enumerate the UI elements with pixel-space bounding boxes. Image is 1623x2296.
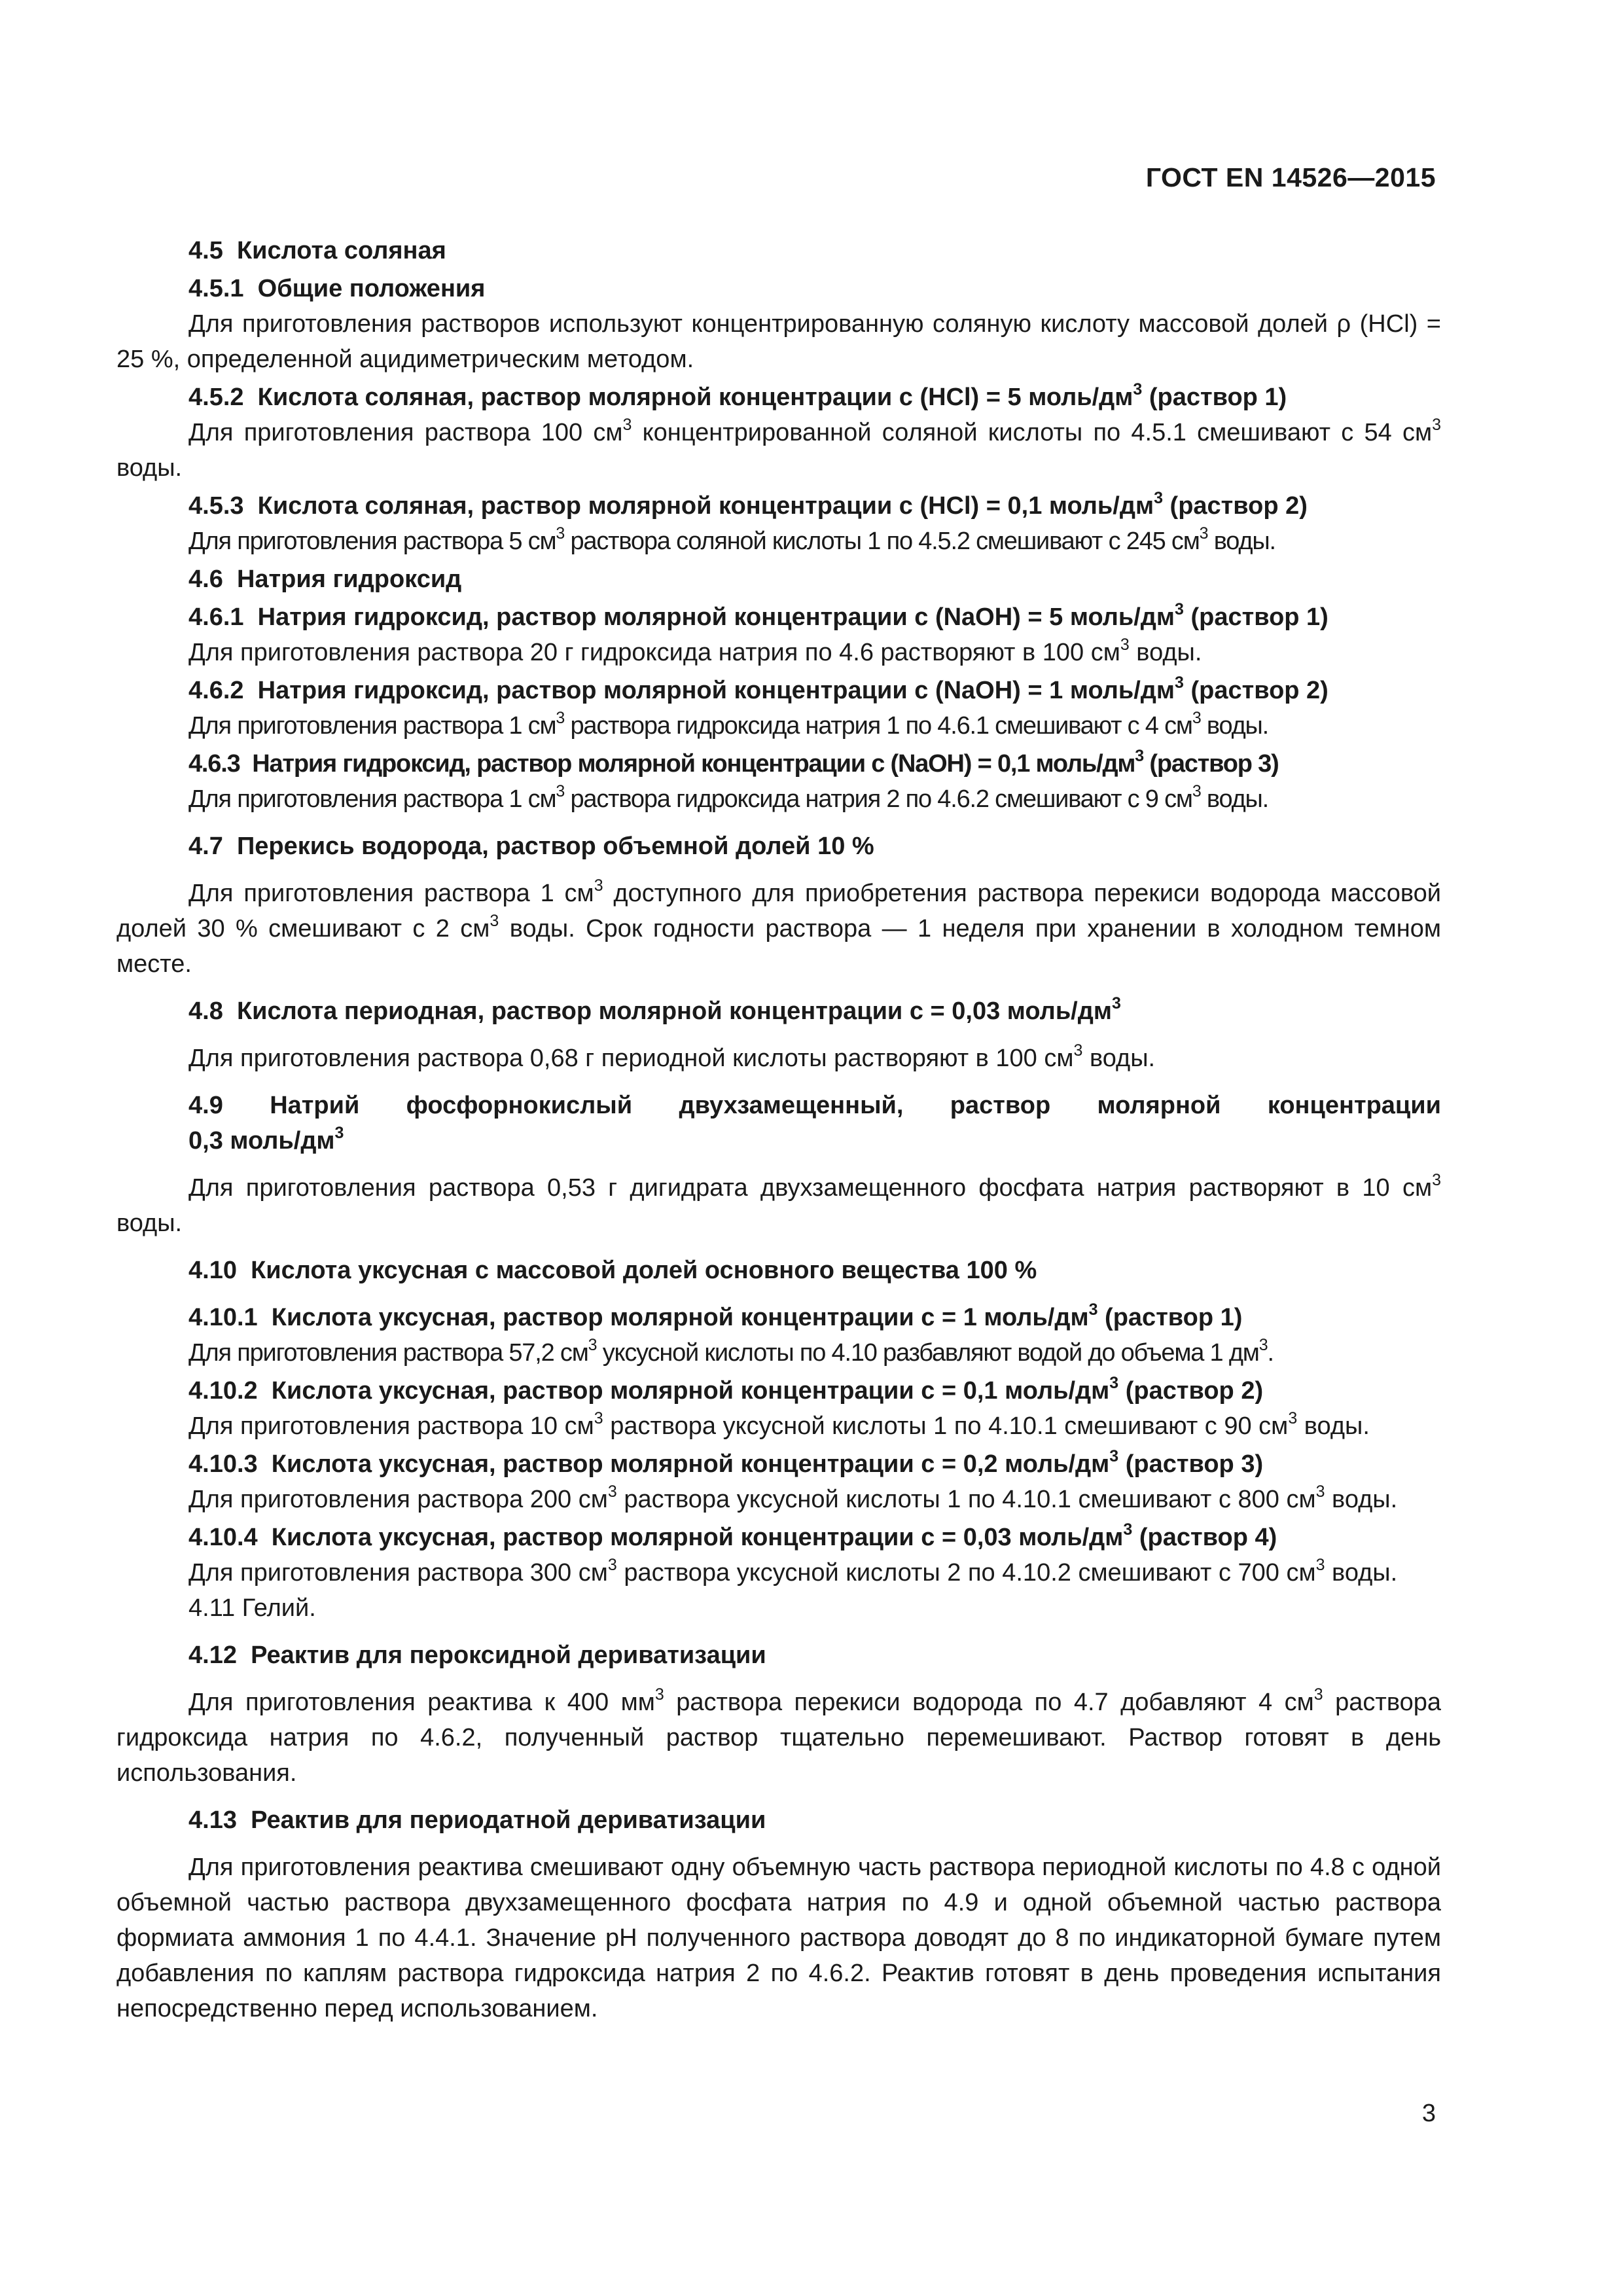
section-heading: 4.5.2 Кислота соляная, раствор молярной концентрации c (HCl) = 5 моль/$дм^3$ (раствор 1) bbox=[188, 380, 1287, 411]
paragraph: Для приготовления раствора 1 $см^3$ раствора гидроксида натрия 2 по 4.6.2 смешивают с 9 $см^3$ воды. bbox=[188, 782, 1269, 813]
paragraph: Для приготовления раствора 0,53 г дигидрата двухзамещенного фосфата натрия растворяют в 10 $см^3$ воды. bbox=[116, 1171, 1441, 1237]
section-heading: 4.13 Реактив для периодатной дериватизации bbox=[188, 1806, 766, 1834]
section-heading: 4.10.2 Кислота уксусная, раствор молярной концентрации c = 0,1 моль/$дм^3$ (раствор 2) bbox=[188, 1374, 1264, 1405]
paragraph: 4.11 Гелий. bbox=[188, 1594, 316, 1622]
document-body bbox=[116, 230, 1441, 2026]
paragraph: Для приготовления раствора 20 г гидроксида натрия по 4.6 растворяют в 100 $см^3$ воды. bbox=[188, 636, 1202, 666]
section-heading: 4.10.3 Кислота уксусная, раствор молярной концентрации c = 0,2 моль/$дм^3$ (раствор 3) bbox=[188, 1447, 1264, 1478]
section-heading: 4.9 Натрий фосфорнокислый двухзамещенный, раствор молярной концентрации bbox=[188, 1092, 1441, 1119]
paragraph: Для приготовления раствора 5 $см^3$ раствора соляной кислоты 1 по 4.5.2 смешивают с 245 $см^3$ воды. bbox=[188, 524, 1275, 555]
section-heading: 4.10.1 Кислота уксусная, раствор молярной концентрации c = 1 моль/$дм^3$ (раствор 1) bbox=[188, 1300, 1243, 1331]
paragraph: Для приготовления реактива к 400 $мм^3$ раствора перекиси водорода по 4.7 добавляют 4 $см^3$ раствора гидроксида натрия по 4.6.2, полученный раствор тщательно перемешивают. Раствор готовят в день использования. bbox=[116, 1685, 1441, 1787]
paragraph: Для приготовления растворов используют концентрированную соляную кислоту массовой долей ρ (HCl) = 25 %, определенной ацидиметрическим методом. bbox=[116, 310, 1441, 373]
section-heading: 4.6.3 Натрия гидроксид, раствор молярной концентрации c (NaOH) = 0,1 моль/$дм^3$ (раствор 3) bbox=[188, 747, 1279, 778]
section-heading-continuation: 0,3 моль/$дм^3$ bbox=[188, 1124, 344, 1155]
paragraph: Для приготовления раствора 1 $см^3$ доступного для приобретения раствора перекиси водорода массовой долей 30 % смешивают с 2 $см^3$ воды. Срок годности раствора — 1 неделя при хранении в холодном темном месте. bbox=[116, 876, 1442, 978]
section-heading: 4.10 Кислота уксусная с массовой долей основного вещества 100 % bbox=[188, 1257, 1037, 1284]
section-heading: 4.6.1 Натрия гидроксид, раствор молярной концентрации c (NaOH) = 5 моль/$дм^3$ (раствор 1) bbox=[188, 600, 1329, 631]
section-heading: 4.5.1 Общие положения bbox=[188, 275, 486, 302]
section-heading: 4.10.4 Кислота уксусная, раствор молярной концентрации c = 0,03 моль/$дм^3$ (раствор 4) bbox=[188, 1520, 1277, 1551]
paragraph: Для приготовления раствора 1 $см^3$ раствора гидроксида натрия 1 по 4.6.1 смешивают с 4 $см^3$ воды. bbox=[188, 709, 1269, 740]
paragraph: Для приготовления раствора 0,68 г периодной кислоты растворяют в 100 $см^3$ воды. bbox=[188, 1041, 1156, 1072]
document-header: ГОСТ EN 14526—2015 bbox=[1145, 162, 1436, 192]
section-heading: 4.6 Натрия гидроксид bbox=[188, 565, 462, 593]
section-heading: 4.12 Реактив для пероксидной дериватизации bbox=[188, 1641, 766, 1669]
section-heading: 4.5.3 Кислота соляная, раствор молярной концентрации c (HCl) = 0,1 моль/$дм^3$ (раствор 2) bbox=[188, 489, 1308, 520]
paragraph: Для приготовления раствора 200 $см^3$ раствора уксусной кислоты 1 по 4.10.1 смешивают с 800 $см^3$ воды. bbox=[188, 1482, 1398, 1513]
paragraph: Для приготовления реактива смешивают одну объемную часть раствора периодной кислоты по 4.8 с одной объемной частью раствора двухзамещенного фосфата натрия по 4.9 и одной объемной частью раствора формиата аммония 1 по 4.4.1. Значение pH полученного раствора доводят до 8 по индикаторной бумаге путем добавления по каплям раствора гидроксида натрия 2 по 4.6.2. Реактив готовят в день проведения испытания непосредственно перед использованием. bbox=[116, 1854, 1441, 2022]
paragraph: Для приготовления раствора 300 $см^3$ раствора уксусной кислоты 2 по 4.10.2 смешивают с 700 $см^3$ воды. bbox=[188, 1556, 1398, 1587]
paragraph: Для приготовления раствора 100 $см^3$ концентрированной соляной кислоты по 4.5.1 смешивают с 54 $см^3$ воды. bbox=[116, 416, 1441, 482]
section-heading: 4.7 Перекись водорода, раствор объемной долей 10 % bbox=[188, 833, 874, 860]
page-number: 3 bbox=[1421, 2100, 1436, 2127]
section-heading: 4.5 Кислота соляная bbox=[188, 237, 446, 264]
section-heading: 4.8 Кислота периодная, раствор молярной концентрации c = 0,03 моль/$дм^3$ bbox=[188, 994, 1121, 1025]
section-heading: 4.6.2 Натрия гидроксид, раствор молярной концентрации c (NaOH) = 1 моль/$дм^3$ (раствор 2) bbox=[188, 673, 1329, 704]
paragraph: Для приготовления раствора 57,2 $см^3$ уксусной кислоты по 4.10 разбавляют водой до объема 1 $дм^3$. bbox=[188, 1336, 1274, 1367]
paragraph: Для приготовления раствора 10 $см^3$ раствора уксусной кислоты 1 по 4.10.1 смешивают с 90 $см^3$ воды. bbox=[188, 1409, 1370, 1440]
